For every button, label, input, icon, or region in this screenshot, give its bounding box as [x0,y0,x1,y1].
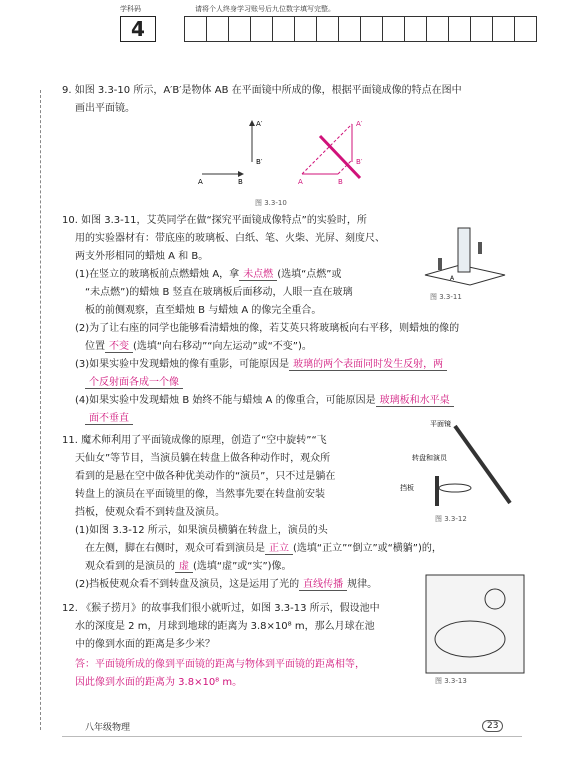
board-icon [435,476,439,506]
answer-blank[interactable]: 不变 [105,341,133,353]
q11-line1: 11. 魔术师利用了平面镜成像的原理，创造了“空中旋转”“飞 [62,435,327,446]
q10-p4: (4)如果实验中发现蜡烛 B 始终不能与蜡烛 A 的像重合，可能原因是 玻璃板和水平桌 [75,392,454,410]
connect-line [302,124,352,174]
q10-p1-line2: “未点燃”)的蜡烛 B 竖直在玻璃板后面移动，人眼一直在玻璃 [85,287,353,298]
answer-label-b-prime: B′ [356,158,363,166]
id-cell[interactable] [514,16,537,42]
q10-line1: 10. 如图 3.3-11，艾英同学在做“探究平面镜成像特点”的实验时，所 [62,215,367,226]
binding-line [40,90,41,730]
q11-line5: 挡板，使观众看不到转盘及演员。 [75,507,225,518]
id-cell[interactable] [206,16,229,42]
q12-line3: 中的像到水面的距离是多少米？ [75,639,215,650]
page-number: 23 [482,720,503,732]
candle-b [478,242,482,254]
fig-mirror-label: 平面镜 [430,420,451,428]
id-cell[interactable] [492,16,515,42]
q11-caption: 图 3.3-12 [435,515,467,523]
fig-turntable-label: 转盘和演员 [412,454,447,462]
label-a: A [198,178,203,186]
q12-line2: 水的深度是 2 m，月球到地球的距离为 3.8×10⁸ m，那么月球在池 [75,621,375,632]
q12-answer-line1: 答：平面镜所成的像到平面镜的距离与物体到平面镜的距离相等， [75,659,365,670]
id-cell[interactable] [470,16,493,42]
q9-line1: 9. 如图 3.3-10 所示，A′B′是物体 AB 在平面镜中所成的像，根据平面镜成像的特点在图中 [62,85,462,96]
answer-blank[interactable]: 面不垂直 [85,413,133,425]
answer-blank[interactable]: 玻璃板和水平桌 [376,395,454,407]
q11-p1-b: 在左侧，脚在右侧时，观众可看到演员是 正立 (选填“正立”“倒立”或“横躺”)的， [85,543,442,554]
code-label: 学科码 [120,5,141,13]
q12-line1: 12. 《猴子捞月》的故事我们很小就听过，如图 3.3-13 所示，假设池中 [62,603,380,614]
label-a-prime: A′ [256,120,263,128]
illustration-frame [426,575,524,673]
q10-p4-line2 [85,410,133,428]
answer-label-b: B [338,178,343,186]
q11-p1-c: 观众看到的是演员的 虚 (选填“虚”或“实”)像。 [85,561,292,572]
q10-caption: 图 3.3-11 [430,293,462,301]
id-cells [185,16,537,42]
answer-blank[interactable]: 未点燃 [239,269,277,281]
id-cell[interactable] [294,16,317,42]
q9-figure [190,118,390,198]
id-cell[interactable] [382,16,405,42]
id-cell[interactable] [426,16,449,42]
id-cell[interactable] [448,16,471,42]
id-cell[interactable] [338,16,361,42]
q10-p1: (1)在竖立的玻璃板前点燃蜡烛 A，拿 未点燃 (选填“点燃”或 [75,269,342,280]
q9-caption: 图 3.3-10 [255,199,287,207]
id-cell[interactable] [316,16,339,42]
q12-figure [425,574,525,674]
id-cell[interactable] [250,16,273,42]
answer-blank[interactable]: 玻璃的两个表面同时发生反射，两 [289,359,447,371]
footer-book: 八年级物理 [85,723,131,733]
answer-blank[interactable]: 正立 [265,543,293,555]
label-b-prime: B′ [256,158,263,166]
answer-blank[interactable]: 直线传播 [299,579,347,591]
q11-line4: 转盘上的演员在平面镜里的像，当然事先要在转盘前安装 [75,489,325,500]
id-cell[interactable] [360,16,383,42]
q10-line3: 两支外形相同的蜡烛 A 和 B。 [75,251,209,262]
id-cell[interactable] [228,16,251,42]
q10-p2-a: (2)为了让右座的同学也能够看清蜡烛的像，若艾英只将玻璃板向右平移，则蜡烛的像的 [75,323,460,334]
q9-line2: 画出平面镜。 [75,103,135,114]
candle-a [438,258,442,270]
instruction-text: 请将个人终身学习账号后九位数字填写完整。 [195,5,335,13]
arrow-head [249,120,255,126]
answer-label-a-prime: A′ [356,120,363,128]
code-box: 4 [120,16,156,42]
q11-p1-a: (1)如图 3.3-12 所示，如果演员横躺在转盘上，演员的头 [75,525,328,536]
turntable-icon [439,484,471,492]
answer-blank[interactable]: 个反射面各成一个像 [85,377,183,389]
mirror-line [320,136,360,178]
label-b: B [238,178,243,186]
arrow-head [238,171,244,177]
fig-board-label: 挡板 [400,484,414,492]
answer-label-a: A [298,178,303,186]
footer-rule [62,716,522,737]
id-cell[interactable] [404,16,427,42]
q11-line2: 天仙女”等节目，当演员躺在转盘上做各种动作时，观众所 [75,453,331,464]
svg-text:A: A [450,275,455,282]
q10-figure [420,210,510,290]
q10-line2: 用的实验器材有：带底座的玻璃板、白纸、笔、火柴、光屏、刻度尺、 [75,233,385,244]
glass-plate [458,228,470,272]
q12-caption: 图 3.3-13 [435,677,467,685]
q11-p2: (2)挡板使观众看不到转盘及演员，这是运用了光的 直线传播 规律。 [75,579,378,590]
answer-blank[interactable]: 虚 [175,561,193,573]
q10-p3-line2 [85,374,183,392]
q10-p3: (3)如果实验中发现蜡烛的像有重影，可能原因是 玻璃的两个表面同时发生反射，两 [75,356,447,374]
q10-p1-line3: 板的前侧观察，直至蜡烛 B 与蜡烛 A 的像完全重合。 [85,305,322,316]
q11-line3: 看到的是悬在空中做各种优美动作的“演员”，只不过是躺在 [75,471,336,482]
q12-answer-line2: 因此像到水面的距离为 3.8×10⁸ m。 [75,677,243,688]
id-cell[interactable] [184,16,207,42]
q11-figure [400,418,520,513]
q10-p2-b: 位置 不变 (选填“向右移动”“向左运动”或“不变”)。 [85,341,312,352]
id-cell[interactable] [272,16,295,42]
